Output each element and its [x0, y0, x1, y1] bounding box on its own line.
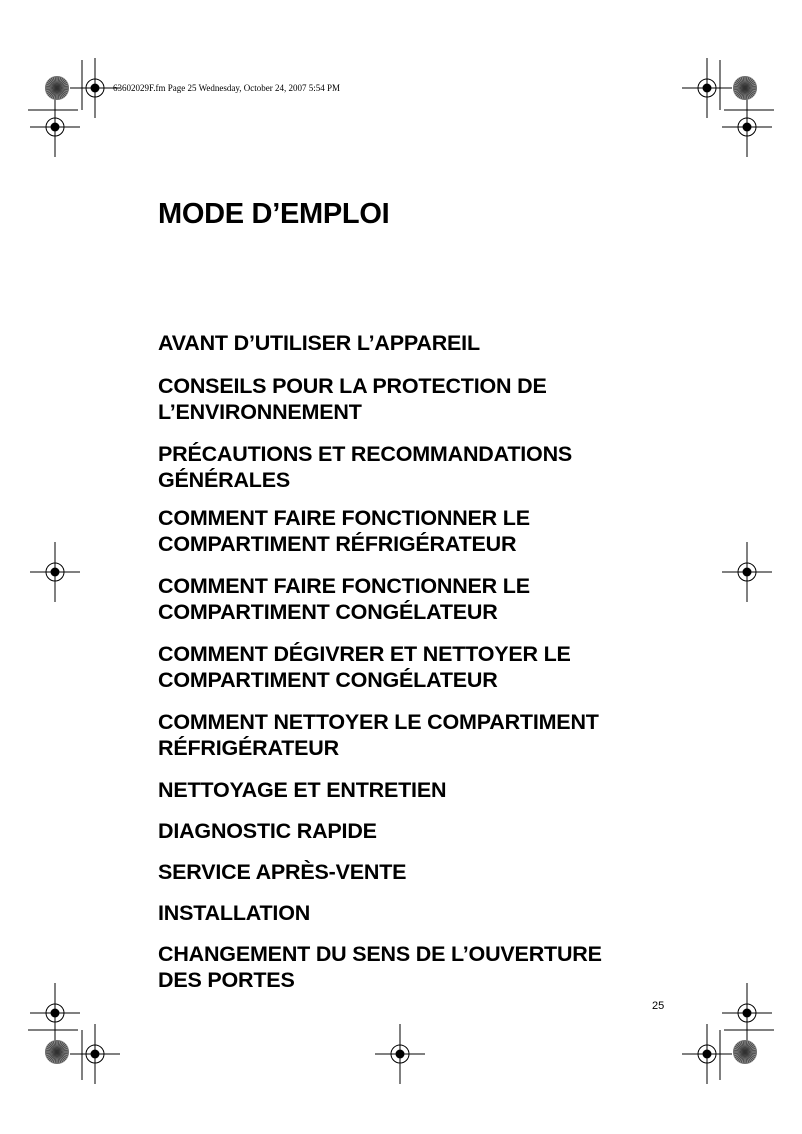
toc-item-line: COMPARTIMENT RÉFRIGÉRATEUR [158, 532, 517, 556]
toc-item-line: RÉFRIGÉRATEUR [158, 736, 339, 760]
toc-item-line: COMPARTIMENT CONGÉLATEUR [158, 668, 498, 692]
registration-dot [91, 84, 100, 93]
registration-dot [743, 568, 752, 577]
toc-item-line: NETTOYAGE ET ENTRETIEN [158, 778, 447, 802]
toc-item [158, 330, 480, 356]
registration-dot [91, 1050, 100, 1059]
toc-item-line: AVANT D’UTILISER L’APPAREIL [158, 331, 480, 355]
registration-dot [743, 1009, 752, 1018]
toc-item-line: INSTALLATION [158, 901, 311, 925]
toc-item [158, 709, 599, 761]
page-number: 25 [652, 1000, 665, 1012]
toc-item-line: COMMENT FAIRE FONCTIONNER LE [158, 574, 530, 598]
page-title: MODE D’EMPLOI [158, 198, 390, 230]
toc-item-line: L’ENVIRONNEMENT [158, 400, 362, 424]
registration-dot [743, 123, 752, 132]
toc-item-line: DIAGNOSTIC RAPIDE [158, 819, 377, 843]
registration-dot [703, 1050, 712, 1059]
toc-item-line: DES PORTES [158, 968, 295, 992]
toc-item-line: COMPARTIMENT CONGÉLATEUR [158, 600, 498, 624]
registration-dot [51, 1009, 60, 1018]
toc-item [158, 641, 571, 693]
toc-item-line: COMMENT DÉGIVRER ET NETTOYER LE [158, 642, 571, 666]
toc-item-line: PRÉCAUTIONS ET RECOMMANDATIONS [158, 442, 573, 466]
toc-item [158, 373, 547, 425]
toc-item [158, 818, 377, 844]
toc-item-line: COMMENT NETTOYER LE COMPARTIMENT [158, 710, 599, 734]
toc-item-line: CHANGEMENT DU SENS DE L’OUVERTURE [158, 942, 602, 966]
toc-item [158, 859, 406, 885]
toc-item-line: SERVICE APRÈS-VENTE [158, 860, 407, 884]
toc-item-line: COMMENT FAIRE FONCTIONNER LE [158, 506, 530, 530]
registration-dot [51, 123, 60, 132]
toc-item-line: GÉNÉRALES [158, 468, 290, 492]
toc-item [158, 573, 530, 625]
registration-dot [396, 1050, 405, 1059]
toc-item [158, 777, 446, 803]
toc-item [158, 900, 310, 926]
registration-dot [703, 84, 712, 93]
toc-item-line: CONSEILS POUR LA PROTECTION DE [158, 374, 547, 398]
toc-item [158, 941, 602, 993]
registration-dot [51, 568, 60, 577]
file-header: 63602029F.fm Page 25 Wednesday, October 24, 2007 5:54 PM [113, 83, 341, 93]
toc-item [158, 505, 530, 557]
toc-item [158, 441, 572, 493]
